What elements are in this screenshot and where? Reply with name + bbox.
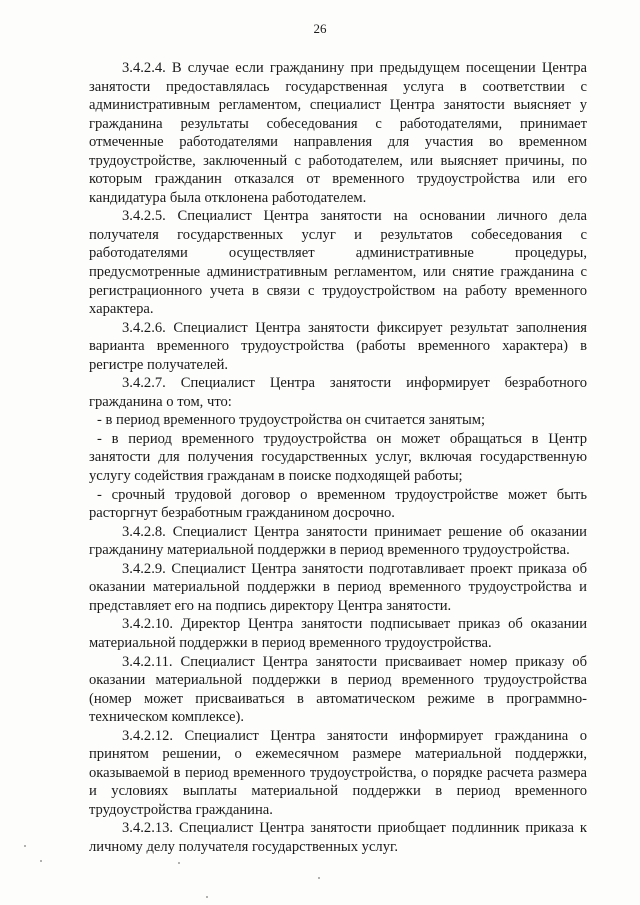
paragraph-3-4-2-4: 3.4.2.4. В случае если гражданину при предыдущем посещении Центра занятости предоставлялась государственная услуга в соответствии с административным регламентом, специалист Центра занятости выясняет у гражданина результаты собеседования с работодателями, принимает отмеченные работодателями направления для участия во временном трудоустройстве, заключенный с работодателем, или выясняет причины, по которым гражданин отказался от временного трудоустройства или его кандидатура была отклонена работодателем. [89, 60, 587, 206]
scan-speck [318, 877, 320, 879]
paragraph-3-4-2-11: 3.4.2.11. Специалист Центра занятости присваивает номер приказу об оказании материальной поддержки в период временного трудоустройства (номер может присваиваться в автоматическом режиме в программно-техническом комплексе). [89, 653, 587, 726]
paragraph-3-4-2-7: 3.4.2.7. Специалист Центра занятости информирует безработного гражданина о том, что: [89, 375, 587, 410]
paragraph-3-4-2-10: 3.4.2.10. Директор Центра занятости подписывает приказ об оказании материальной поддержки в период временного трудоустройства. [89, 616, 587, 651]
scan-speck [206, 896, 208, 898]
page-number: 26 [313, 21, 327, 36]
document-body [89, 59, 587, 857]
paragraph-3-4-2-6: 3.4.2.6. Специалист Центра занятости фиксирует результат заполнения варианта временного трудоустройства (работы временного характера) в регистре получателей. [89, 319, 587, 373]
paragraph-3-4-2-13: 3.4.2.13. Специалист Центра занятости приобщает подлинник приказа к личному делу получателя государственных услуг. [89, 820, 587, 855]
paragraph-3-4-2-5: 3.4.2.5. Специалист Центра занятости на основании личного дела получателя государственных услуг и результатов собеседования с работодателями осуществляет административные процедуры, предусмотренные административным регламентом, или снятие гражданина с регистрационного учета в связи с трудоустройством на работу временного характера. [89, 208, 587, 318]
paragraph-3-4-2-9: 3.4.2.9. Специалист Центра занятости подготавливает проект приказа об оказании материальной поддержки в период временного трудоустройства и представляет его на подпись директору Центра занятости. [89, 560, 587, 614]
paragraph-3-4-2-8: 3.4.2.8. Специалист Центра занятости принимает решение об оказании гражданину материальной поддержки в период временного трудоустройства. [89, 523, 587, 559]
list-item: - срочный трудовой договор о временном трудоустройстве может быть расторгнут безработным гражданином досрочно. [89, 486, 587, 522]
list-item: - в период временного трудоустройства он считается занятым; [97, 412, 486, 429]
scan-speck [178, 862, 180, 864]
scan-speck [24, 845, 26, 847]
paragraph-3-4-2-12: 3.4.2.12. Специалист Центра занятости информирует гражданина о принятом решении, о ежемесячном размере материальной поддержки, оказываемой в период временного трудоустройства, о порядке расчета размера и условиях выплаты материальной поддержки в период временного трудоустройства гражданина. [89, 727, 587, 818]
list-item: - в период временного трудоустройства он может обращаться в Центр занятости для получения государственных услуг, включая государственную услугу содействия гражданам в поиске подходящей работы; [89, 430, 587, 485]
scan-speck [40, 860, 42, 862]
